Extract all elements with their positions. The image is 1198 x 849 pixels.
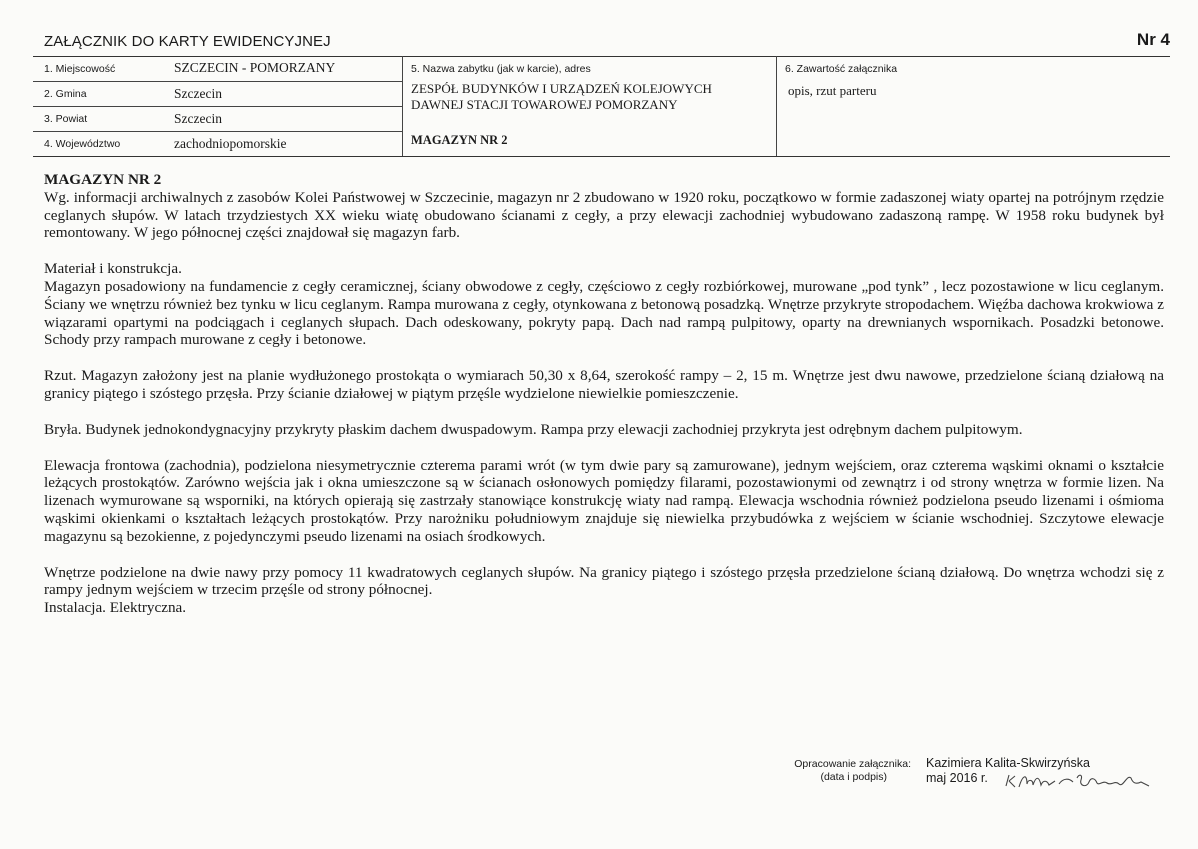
table-top-border <box>33 56 1170 57</box>
field-value-wojewodztwo: zachodniopomorskie <box>174 136 287 151</box>
section-title: MAGAZYN NR 2 <box>44 171 162 188</box>
column-divider <box>776 56 777 156</box>
paragraph-interior: Wnętrze podzielone na dwie nawy przy pomocy 11 kwadratowych ceglanych słupów. Na granicy piątego i szóstego przęsła przedzielone ścianą działową. Do wnętrza wchodzi się z rampy jednym wejściem w trzecim przęśle od strony północnej. <box>44 563 1164 599</box>
field-label-gmina: 2. Gmina <box>44 88 87 100</box>
table-bottom-border <box>33 156 1170 157</box>
footer-label <box>775 758 911 784</box>
attachment-number: Nr 4 <box>1136 30 1170 49</box>
paragraph-plan: Rzut. Magazyn założony jest na planie wydłużonego prostokąta o wymiarach 50,30 x 8,64, szerokość rampy – 2, 15 m. Wnętrze jest dwu nawowe, przedzielone ścianą działową na granicy piątego i szóstego przęsła. Przy ścianie działowej w piątym przęśle wydzielone niewielkie pomieszczenie. <box>44 367 1164 402</box>
footer-label-line2: (data i podpis) <box>820 771 887 783</box>
paragraph-material-heading: Materiał i konstrukcja. <box>44 260 182 278</box>
paragraph-form: Bryła. Budynek jednokondygnacyjny przykryty płaskim dachem dwuspadowym. Rampa przy elewacji zachodniej przykryta jest odrębnym dachem pulpitowym. <box>44 420 1023 438</box>
field-label-zawartosc: 6. Zawartość załącznika <box>785 63 898 75</box>
paragraph-elevations: Elewacja frontowa (zachodnia), podzielona niesymetrycznie czterema parami wrót (w tym dwie pary są zamurowane), jednym wejściem, oraz czterema wąskimi oknami o kształcie leżących prostokątów. Zarówno wejścia jak i okna umieszczone są w ścianach osłonowych pomiędzy filarami, pozostawionymi od zewnątrz i od strony wnętrza w formie lizen. Na lizenach wymurowane są wsporniki, na których opierają się zastrzały stanowiące konstrukcję wiaty nad rampą. Elewacja wschodnia również podzielona pseudo lizenami i ośmioma wąskimi okienkami o kształtach leżących prostokątów. Przy narożniku południowym znajduje się niewielka przybudówka z wejściem w ścianie wschodniej. Szczytowe elewacje magazynu są bezokienne, z pojedynczymi pseudo lizenami na osiach środkowych. <box>44 456 1164 545</box>
row-divider <box>33 131 402 132</box>
author-name: Kazimiera Kalita-Skwirzyńska <box>926 756 1090 770</box>
handwritten-signature <box>1003 768 1153 794</box>
field-label-powiat: 3. Powiat <box>44 113 88 125</box>
row-divider <box>33 106 402 107</box>
document-title: ZAŁĄCZNIK DO KARTY EWIDENCYJNEJ <box>44 33 331 50</box>
field-label-nazwa: 5. Nazwa zabytku (jak w karcie), adres <box>411 63 591 75</box>
paragraph-history: Wg. informacji archiwalnych z zasobów Kolei Państwowej w Szczecinie, magazyn nr 2 zbudowano w 1920 roku, początkowo w formie zadaszonej wiaty opartej na potrójnym rzędzie ceglanych słupów. W latach trzydziestych XX wieku wiatę obudowano ścianami z cegły, a przy elewacji zachodniej wybudowano zadaszoną rampę. W 1958 roku budynek był remontowany. W jego północnej części znajdował się magazyn farb. <box>44 188 1164 242</box>
paragraph-installation: Instalacja. Elektryczna. <box>44 599 187 617</box>
field-value-nazwa-line3: MAGAZYN NR 2 <box>411 133 508 147</box>
paragraph-material: Magazyn posadowiony na fundamencie z cegły ceramicznej, ściany obwodowe z cegły, częściowo z cegły rozbiórkowej, murowane „pod tynk” , lecz pozostawione w licu ceglanym. Ściany we wnętrzu również bez tynku w licu ceglanym. Rampa murowana z cegły, otynkowana z betonową posadzką. Wnętrze przykryte stropodachem. Więźba dachowa krokwiowa z wiązarami opartymi na podciągach i ceglanych słupach. Dach odeskowany, pokryty papą. Dach nad rampą pulpitowy, oparty na drewnianych wspornikach. Posadzki betonowe. Schody przy rampach murowane z cegły i betonowe. <box>44 277 1164 349</box>
description-body <box>44 171 1164 617</box>
field-value-gmina: Szczecin <box>174 86 222 101</box>
field-value-zawartosc: opis, rzut parteru <box>788 83 877 98</box>
row-divider <box>33 81 402 82</box>
field-label-miejscowosc: 1. Miejscowość <box>44 63 116 75</box>
field-value-nazwa-line2: DAWNEJ STACJI TOWAROWEJ POMORZANY <box>411 97 678 112</box>
footer-label-line1: Opracowanie załącznika: <box>794 758 911 770</box>
field-value-powiat: Szczecin <box>174 111 222 126</box>
field-value-miejscowosc: SZCZECIN - POMORZANY <box>174 60 336 75</box>
author-date: maj 2016 r. <box>926 771 988 785</box>
field-value-nazwa-line1: ZESPÓŁ BUDYNKÓW I URZĄDZEŃ KOLEJOWYCH <box>411 81 712 96</box>
column-divider <box>402 56 403 156</box>
field-label-wojewodztwo: 4. Województwo <box>44 138 121 150</box>
